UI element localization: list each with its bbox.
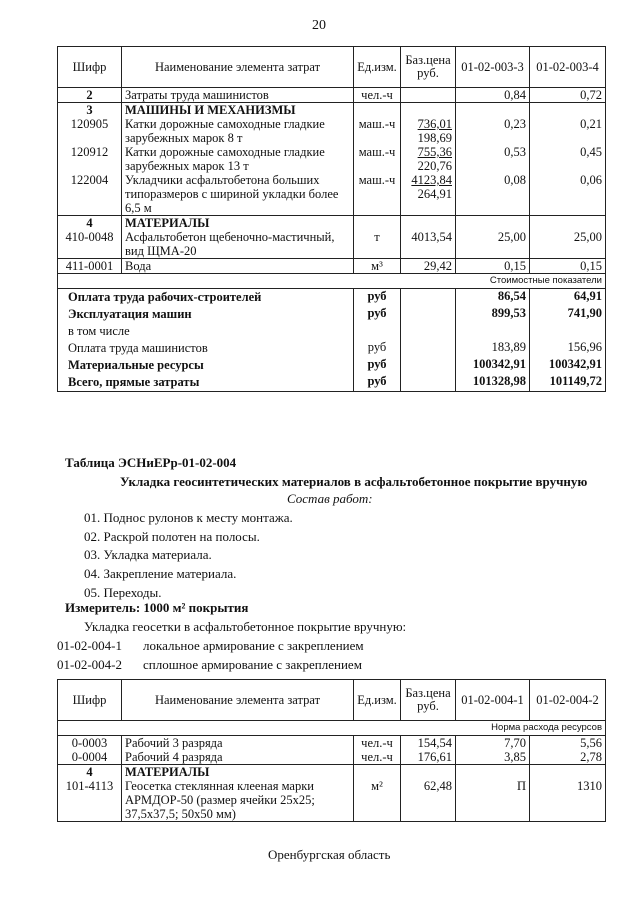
unit-cell: чел.-ч — [354, 736, 401, 751]
header-code: Шифр — [58, 47, 122, 88]
cost-price — [401, 357, 456, 374]
cost-col1: 100342,91 — [456, 357, 530, 374]
header-name: Наименование элемента затрат — [122, 680, 354, 721]
price-cell — [401, 88, 456, 103]
table-header — [58, 680, 606, 721]
cost-col1: 183,89 — [456, 340, 530, 357]
name-cell: Затраты труда машинистов — [122, 88, 354, 103]
cost-unit: руб — [354, 340, 401, 357]
price-value: 736,01 — [417, 117, 452, 131]
cost-col2: 100342,91 — [530, 357, 606, 374]
cost-row — [58, 357, 606, 374]
value-col2: 0,06 — [530, 173, 606, 216]
name-cell: МАШИНЫ И МЕХАНИЗМЫ — [122, 103, 354, 118]
value-col1 — [456, 216, 530, 231]
table-row — [58, 736, 606, 751]
price-cell — [401, 103, 456, 118]
table-row — [58, 117, 606, 145]
header-price: Баз.цена руб. — [401, 47, 456, 88]
resource-table-2 — [57, 679, 606, 822]
cost-price — [401, 289, 456, 307]
value-col2 — [530, 765, 606, 780]
price-value: 4123,84 — [411, 173, 452, 187]
unit-cell: т — [354, 230, 401, 259]
value-col2 — [530, 216, 606, 231]
cost-col1: 899,53 — [456, 306, 530, 323]
section-label-row — [58, 721, 606, 736]
section-label-row — [58, 274, 606, 289]
cost-price — [401, 323, 456, 340]
header-col1: 01-02-003-3 — [456, 47, 530, 88]
cost-unit: руб — [354, 306, 401, 323]
value-col1: 0,53 — [456, 145, 530, 173]
cost-name: в том числе — [58, 323, 354, 340]
unit-cell: м³ — [354, 259, 401, 274]
code-cell: 0-0003 — [58, 736, 122, 751]
cost-col1: 101328,98 — [456, 374, 530, 392]
cost-row — [58, 323, 606, 340]
table-row — [58, 173, 606, 216]
price-secondary: 198,69 — [417, 131, 452, 145]
price-secondary: 220,76 — [417, 159, 452, 173]
unit-cell: м² — [354, 779, 401, 822]
table-row — [58, 765, 606, 780]
value-col1: 25,00 — [456, 230, 530, 259]
price-cell — [401, 145, 456, 173]
cost-col1 — [456, 323, 530, 340]
unit-cell: чел.-ч — [354, 750, 401, 765]
value-col2: 1310 — [530, 779, 606, 822]
name-cell: Асфальтобетон щебеночно-мастичный, вид ЩМА-20 — [122, 230, 354, 259]
price-value: 29,42 — [423, 259, 452, 273]
table-title: Таблица ЭСНиЕРр-01-02-004 — [65, 455, 237, 470]
work-step: 03. Укладка материала. — [84, 547, 212, 563]
cost-name: Оплата труда рабочих-строителей — [58, 289, 354, 307]
table-row — [58, 145, 606, 173]
table-subtitle: Укладка геосинтетических материалов в асфальтобетонное покрытие вручную — [120, 474, 588, 489]
name-cell: Катки дорожные самоходные гладкие зарубежных марок 8 т — [122, 117, 354, 145]
code-cell: 4 — [58, 765, 122, 780]
table-row — [58, 103, 606, 118]
footer-region: Оренбургская область — [268, 847, 391, 862]
cost-col1: 86,54 — [456, 289, 530, 307]
price-value: 4013,54 — [411, 230, 452, 244]
cost-unit — [354, 323, 401, 340]
cost-row — [58, 289, 606, 307]
price-value: 755,36 — [417, 145, 452, 159]
value-col1: П — [456, 779, 530, 822]
table-row — [58, 779, 606, 822]
price-value: 176,61 — [417, 750, 452, 764]
price-cell — [401, 736, 456, 751]
unit-cell: маш.-ч — [354, 173, 401, 216]
value-col2: 0,15 — [530, 259, 606, 274]
code-cell: 2 — [58, 88, 122, 103]
code-cell: 410-0048 — [58, 230, 122, 259]
resource-table-1 — [57, 46, 606, 392]
cost-price — [401, 374, 456, 392]
cost-col2: 741,90 — [530, 306, 606, 323]
header-name: Наименование элемента затрат — [122, 47, 354, 88]
table-row — [58, 259, 606, 274]
price-cell — [401, 765, 456, 780]
unit-cell: маш.-ч — [354, 145, 401, 173]
price-secondary: 264,91 — [417, 187, 452, 201]
price-cell — [401, 259, 456, 274]
name-cell: МАТЕРИАЛЫ — [122, 765, 354, 780]
work-step: 04. Закрепление материала. — [84, 566, 237, 582]
code-cell: 0-0004 — [58, 750, 122, 765]
section-label: Стоимостные показатели — [58, 274, 606, 289]
name-cell: Укладчики асфальтобетона больших типоразмеров с шириной укладки более 6,5 м — [122, 173, 354, 216]
variant-text: сплошное армирование с закреплением — [143, 656, 362, 672]
name-cell: Геосетка стеклянная клееная марки АРМДОР-50 (размер ячейки 25х25; 37,5х37,5; 50х50 мм) — [122, 779, 354, 822]
unit-cell — [354, 765, 401, 780]
unit-cell: чел.-ч — [354, 88, 401, 103]
price-cell — [401, 750, 456, 765]
value-col1: 3,85 — [456, 750, 530, 765]
code-cell: 4 — [58, 216, 122, 231]
price-cell — [401, 216, 456, 231]
cost-unit: руб — [354, 357, 401, 374]
price-cell — [401, 230, 456, 259]
value-col1: 0,08 — [456, 173, 530, 216]
table-row — [58, 216, 606, 231]
price-cell — [401, 117, 456, 145]
code-cell: 3 — [58, 103, 122, 118]
work-step: 01. Поднос рулонов к месту монтажа. — [84, 510, 293, 525]
work-step: 02. Раскрой полотен на полосы. — [84, 528, 260, 544]
cost-row — [58, 306, 606, 323]
cost-name: Оплата труда машинистов — [58, 340, 354, 357]
value-col1: 0,84 — [456, 88, 530, 103]
value-col1: 0,23 — [456, 117, 530, 145]
cost-col2: 156,96 — [530, 340, 606, 357]
section-label: Норма расхода ресурсов — [58, 721, 606, 736]
value-col2: 5,56 — [530, 736, 606, 751]
cost-name: Материальные ресурсы — [58, 357, 354, 374]
price-cell — [401, 173, 456, 216]
variant-code: 01-02-004-1 — [57, 638, 122, 653]
code-cell: 120912 — [58, 145, 122, 173]
value-col2: 0,21 — [530, 117, 606, 145]
header-price: Баз.цена руб. — [401, 680, 456, 721]
value-col1: 0,15 — [456, 259, 530, 274]
table-header — [58, 47, 606, 88]
table-row — [58, 230, 606, 259]
page-number: 20 — [312, 18, 326, 33]
value-col2: 2,78 — [530, 750, 606, 765]
cost-price — [401, 340, 456, 357]
header-unit: Ед.изм. — [354, 47, 401, 88]
value-col1 — [456, 765, 530, 780]
variant-code: 01-02-004-2 — [57, 656, 122, 672]
value-col2: 0,45 — [530, 145, 606, 173]
header-col2: 01-02-004-2 — [530, 680, 606, 721]
price-value: 154,54 — [417, 736, 452, 750]
unit-cell — [354, 216, 401, 231]
cost-col2 — [530, 323, 606, 340]
value-col1 — [456, 103, 530, 118]
table-row — [58, 88, 606, 103]
code-cell: 101-4113 — [58, 779, 122, 822]
value-col2: 0,72 — [530, 88, 606, 103]
cost-row — [58, 340, 606, 357]
code-cell: 122004 — [58, 173, 122, 216]
price-cell — [401, 779, 456, 822]
variant-text: локальное армирование с закреплением — [143, 638, 364, 653]
cost-unit: руб — [354, 289, 401, 307]
unit-cell: маш.-ч — [354, 117, 401, 145]
value-col2: 25,00 — [530, 230, 606, 259]
work-step: 05. Переходы. — [84, 584, 162, 600]
code-cell: 120905 — [58, 117, 122, 145]
cost-row — [58, 374, 606, 392]
cost-name: Всего, прямые затраты — [58, 374, 354, 392]
header-unit: Ед.изм. — [354, 680, 401, 721]
description: Укладка геосетки в асфальтобетонное покрытие вручную: — [84, 619, 407, 634]
name-cell: Вода — [122, 259, 354, 274]
name-cell: Рабочий 3 разряда — [122, 736, 354, 751]
cost-col2: 101149,72 — [530, 374, 606, 392]
name-cell: Катки дорожные самоходные гладкие зарубежных марок 13 т — [122, 145, 354, 173]
meter-label: Измеритель: 1000 м² покрытия — [65, 600, 249, 615]
cost-price — [401, 306, 456, 323]
cost-unit: руб — [354, 374, 401, 392]
value-col1: 7,70 — [456, 736, 530, 751]
table-row — [58, 750, 606, 765]
cost-col2: 64,91 — [530, 289, 606, 307]
price-value: 62,48 — [423, 779, 452, 793]
unit-cell — [354, 103, 401, 118]
name-cell: МАТЕРИАЛЫ — [122, 216, 354, 231]
header-col2: 01-02-003-4 — [530, 47, 606, 88]
value-col2 — [530, 103, 606, 118]
header-col1: 01-02-004-1 — [456, 680, 530, 721]
header-code: Шифр — [58, 680, 122, 721]
name-cell: Рабочий 4 разряда — [122, 750, 354, 765]
works-heading: Состав работ: — [287, 491, 373, 506]
code-cell: 411-0001 — [58, 259, 122, 274]
cost-name: Эксплуатация машин — [58, 306, 354, 323]
